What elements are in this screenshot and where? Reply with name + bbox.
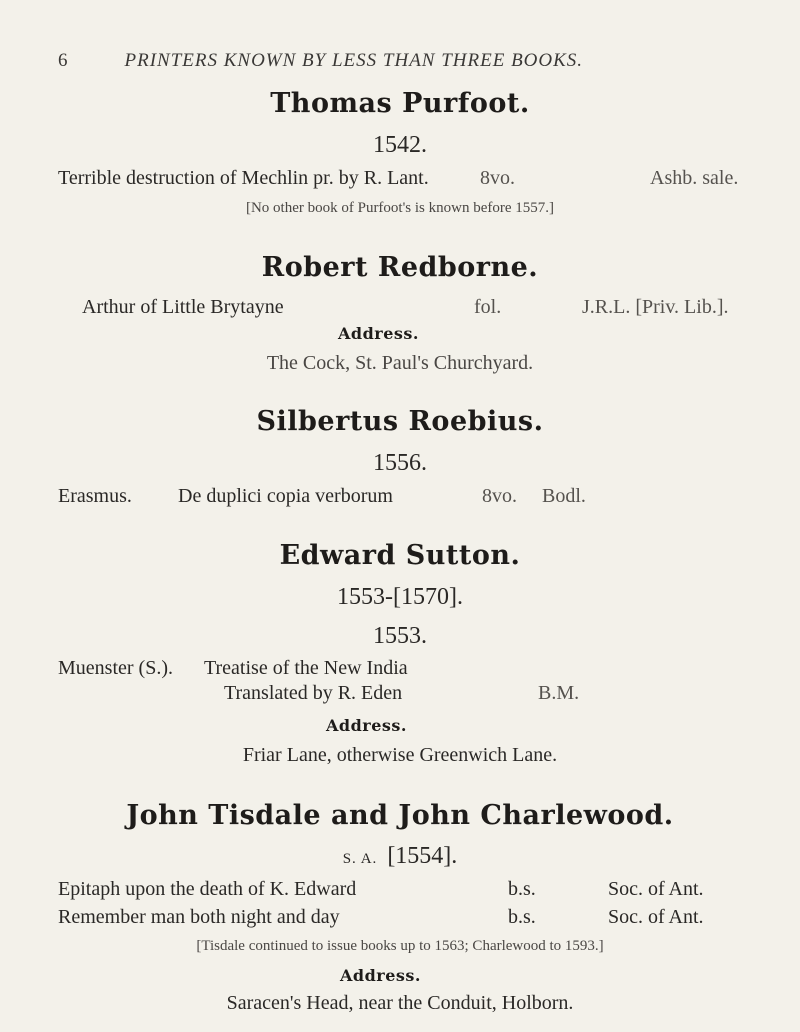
year: 1556.: [373, 450, 427, 476]
year-line: [0, 843, 800, 870]
book-location: Bodl.: [542, 485, 586, 507]
book-format: b.s.: [508, 878, 536, 900]
book-format: 8vo.: [480, 167, 515, 189]
book-location: J.R.L. [Priv. Lib.].: [582, 296, 729, 318]
address-label: Address.: [340, 966, 421, 985]
page-number: 6: [58, 50, 69, 71]
printer-name: Edward Sutton.: [279, 540, 521, 571]
address: Friar Lane, otherwise Greenwich Lane.: [242, 744, 558, 766]
book-author: Muenster (S.).: [58, 657, 173, 679]
address: The Cock, St. Paul's Churchyard.: [266, 352, 534, 374]
address-label: Address.: [338, 324, 419, 343]
address: Saracen's Head, near the Conduit, Holborn.: [226, 992, 574, 1014]
running-head: [58, 50, 700, 72]
book-format: b.s.: [508, 906, 536, 928]
printer-name: Thomas Purfoot.: [270, 88, 530, 119]
book-title: Remember man both night and day: [58, 906, 340, 928]
book-location: Soc. of Ant.: [608, 906, 704, 928]
note: [Tisdale continued to issue books up to 1563; Charlewood to 1593.]: [196, 938, 604, 954]
year: 1553.: [373, 623, 427, 649]
printer-name: John Tisdale and John Charlewood.: [126, 800, 674, 831]
printer-name: Robert Redborne.: [261, 252, 539, 283]
book-location: Ashb. sale.: [650, 167, 739, 189]
book-title: Arthur of Little Brytayne: [82, 296, 284, 318]
note: [No other book of Purfoot's is known before 1557.]: [245, 200, 555, 216]
book-title: Epitaph upon the death of K. Edward: [58, 878, 357, 900]
book-title: Terrible destruction of Mechlin pr. by R. Lant.: [58, 167, 429, 189]
year: [1554].: [387, 843, 458, 869]
book-title-cont: Translated by R. Eden: [224, 682, 403, 704]
address-label: Address.: [326, 716, 407, 735]
year: 1542.: [373, 132, 427, 158]
book-location: B.M.: [538, 682, 580, 704]
book-author: Erasmus.: [58, 485, 132, 507]
year-range: 1553-[1570].: [337, 584, 463, 610]
printer-name: Silbertus Roebius.: [256, 406, 544, 437]
book-title: De duplici copia verborum: [178, 485, 393, 507]
book-format: 8vo.: [482, 485, 517, 507]
book-format: fol.: [474, 296, 502, 318]
running-head-title: PRINTERS KNOWN BY LESS THAN THREE BOOKS.: [124, 50, 584, 71]
book-title: Treatise of the New India: [204, 657, 408, 679]
book-location: Soc. of Ant.: [608, 878, 704, 900]
sine-anno: S. A.: [342, 851, 378, 867]
